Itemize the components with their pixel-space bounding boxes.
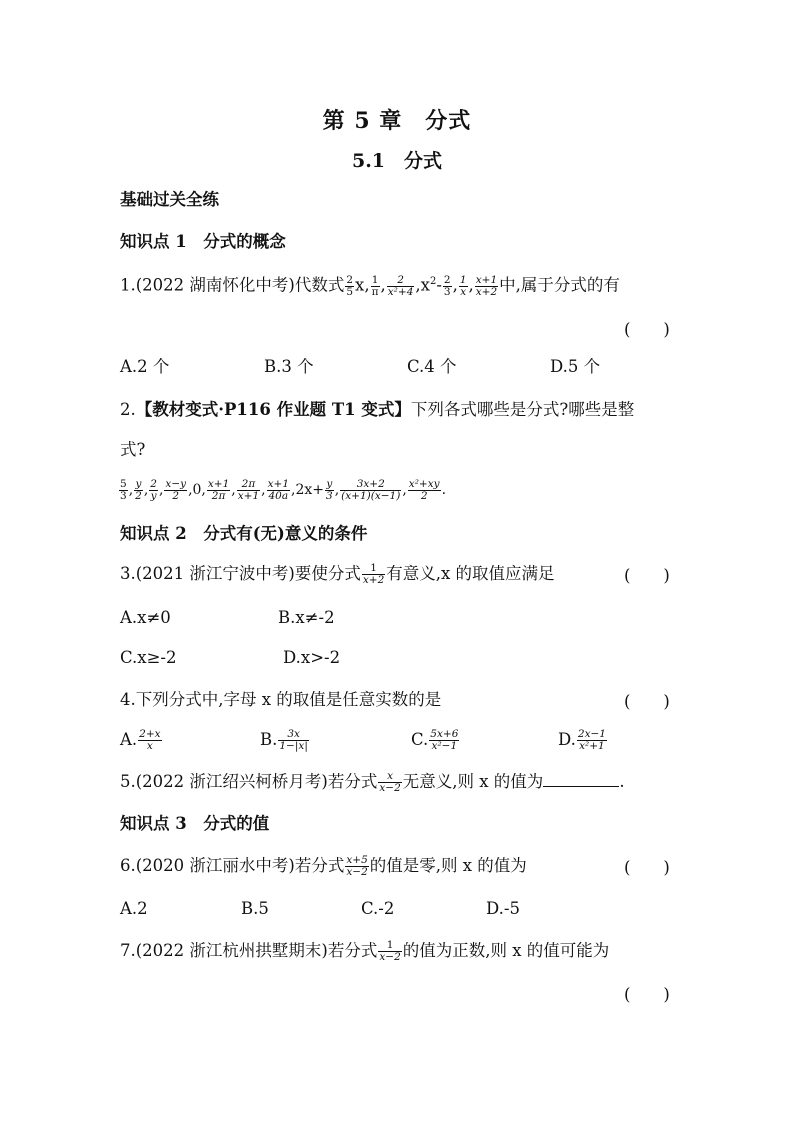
question-7-tail: 的值为正数,则 x 的值可能为	[402, 941, 610, 960]
fraction: $\frac{2}{\text{x²+4}}$	[387, 273, 414, 298]
section-label: 基础过关全练	[120, 190, 219, 209]
q4-option-b	[260, 728, 310, 752]
question-5-end: .	[619, 772, 625, 791]
fraction: $\frac{5}{3}$	[120, 477, 127, 502]
question-6	[120, 854, 527, 878]
question-3	[120, 562, 555, 586]
question-2-text-2: 式?	[120, 440, 146, 459]
section-title: 5.1 分式	[351, 150, 443, 172]
question-3-lead: 3.(2021 浙江宁波中考)要使分式	[120, 564, 361, 583]
question-6-tail: 的值是零,则 x 的值为	[369, 856, 527, 875]
answer-blank	[543, 770, 619, 787]
question-7	[120, 939, 609, 963]
q6-option-d: D.-5	[486, 899, 520, 918]
fraction: $\frac{5x+6}{\text{x²−1}}$	[430, 728, 459, 752]
fraction: $\frac{1}{\pi}$	[371, 273, 379, 298]
question-2	[120, 398, 634, 422]
q6-option-c: C.-2	[361, 899, 395, 918]
q4-option-c	[411, 728, 460, 752]
fraction: $\frac{1}{x+2}$	[362, 562, 385, 586]
answer-paren: ( )	[624, 566, 670, 585]
knowledge-point-1: 知识点 1 分式的概念	[120, 232, 286, 251]
fraction: $\frac{2}{5}$	[346, 273, 354, 298]
fraction: $\frac{1}{x}$	[459, 273, 467, 298]
question-2-text: 下列各式哪些是分式?哪些是整	[410, 400, 635, 419]
q3-option-d: D.x>-2	[283, 648, 341, 667]
fraction: $\frac{y}{2}$	[135, 477, 142, 502]
fraction: $\frac{2x-1}{\text{x²+1}}$	[577, 728, 606, 752]
fraction: $\frac{x}{x-2}$	[379, 770, 401, 794]
fraction: $\frac{x+1}{x+2}$	[475, 273, 498, 298]
question-5-lead: 5.(2022 浙江绍兴柯桥月考)若分式	[120, 772, 378, 791]
q6-option-a: A.2	[120, 899, 148, 918]
q6-option-b: B.5	[241, 899, 269, 918]
q1-option-b: B.3 个	[264, 357, 314, 376]
fraction: $\frac{\text{x²+xy}}{2}$	[408, 477, 440, 502]
fraction: $\frac{2\pi}{x+1}$	[237, 477, 260, 502]
option-label: B.	[260, 730, 278, 749]
question-4: 4.下列分式中,字母 x 的取值是任意实数的是	[120, 690, 442, 709]
question-1-tail: 中,属于分式的有	[499, 275, 620, 295]
answer-paren: ( )	[624, 985, 670, 1004]
question-1-lead: 1.(2022 湖南怀化中考)代数式	[120, 275, 345, 295]
fraction: $\frac{y}{3}$	[326, 477, 333, 502]
q1-option-c: C.4 个	[407, 357, 457, 376]
answer-paren: ( )	[624, 858, 670, 877]
question-7-lead: 7.(2022 浙江杭州拱墅期末)若分式	[120, 941, 378, 960]
question-6-lead: 6.(2020 浙江丽水中考)若分式	[120, 856, 345, 875]
question-1: 1.(2022 湖南怀化中考)代数式 $\frac{2}{5}$ x, $\frac{1}{\pi}$ , $\frac{2}{\text{x²+4}}$ $,x^2-$ $\frac{2}{3}$ , $\frac{1}{x}$ , $\frac{x+1}{x+2}$ 中,属于分式的有	[120, 273, 620, 298]
q3-option-a: A.x≠0	[120, 608, 171, 627]
question-3-tail: 有意义,x 的取值应满足	[386, 564, 555, 583]
option-label: D.	[558, 730, 576, 749]
question-2-tag: 【教材变式·P116 作业题 T1 变式】	[135, 400, 411, 419]
q3-option-c: C.x≥-2	[120, 648, 177, 667]
question-5-tail: 无意义,则 x 的值为	[402, 772, 544, 791]
question-2-num: 2.	[120, 400, 136, 419]
answer-paren: ( )	[624, 320, 670, 339]
fraction: $\frac{x+1}{40a}$	[267, 477, 290, 502]
q4-option-a	[120, 728, 163, 752]
fraction: $\frac{1}{x-2}$	[379, 939, 401, 963]
fraction: $\frac{2}{3}$	[443, 273, 451, 298]
q3-option-b: B.x≠-2	[278, 608, 335, 627]
fraction: $\frac{x+5}{x-2}$	[346, 854, 368, 878]
fraction: $\frac{2}{y}$	[150, 477, 157, 502]
fraction: $\frac{2+x}{x}$	[139, 728, 161, 752]
option-label: A.	[120, 730, 138, 749]
fraction: $\frac{x+1}{2\pi}$	[207, 477, 230, 502]
question-5	[120, 770, 625, 794]
fraction: $\frac{3x+2}{(x+1)(x-1)}$	[341, 477, 401, 502]
knowledge-point-3: 知识点 3 分式的值	[120, 814, 270, 833]
chapter-title: 第 5 章 分式	[322, 108, 472, 134]
answer-paren: ( )	[624, 692, 670, 711]
knowledge-point-2: 知识点 2 分式有(无)意义的条件	[120, 524, 368, 543]
question-2-expressions: $\frac{5}{3}$ , $\frac{y}{2}$ , $\frac{2}{y}$ , $\frac{x-y}{2}$ ,0, $\frac{x+1}{2\pi}$ , $\frac{2\pi}{x+1}$ , $\frac{x+1}{40a}$ ,2x+ $\frac{y}{3}$ , $\frac{3x+2}{(x+1)(x-1)}$ , $\frac{\text{x²+xy}}{2}$ .	[120, 477, 447, 502]
fraction: $\frac{3x}{1-|x|}$	[279, 728, 308, 752]
q1-option-d: D.5 个	[550, 357, 601, 376]
q4-option-d	[558, 728, 608, 752]
option-label: C.	[411, 730, 429, 749]
q1-option-a: A.2 个	[120, 357, 170, 376]
fraction: $\frac{x-y}{2}$	[165, 477, 187, 502]
